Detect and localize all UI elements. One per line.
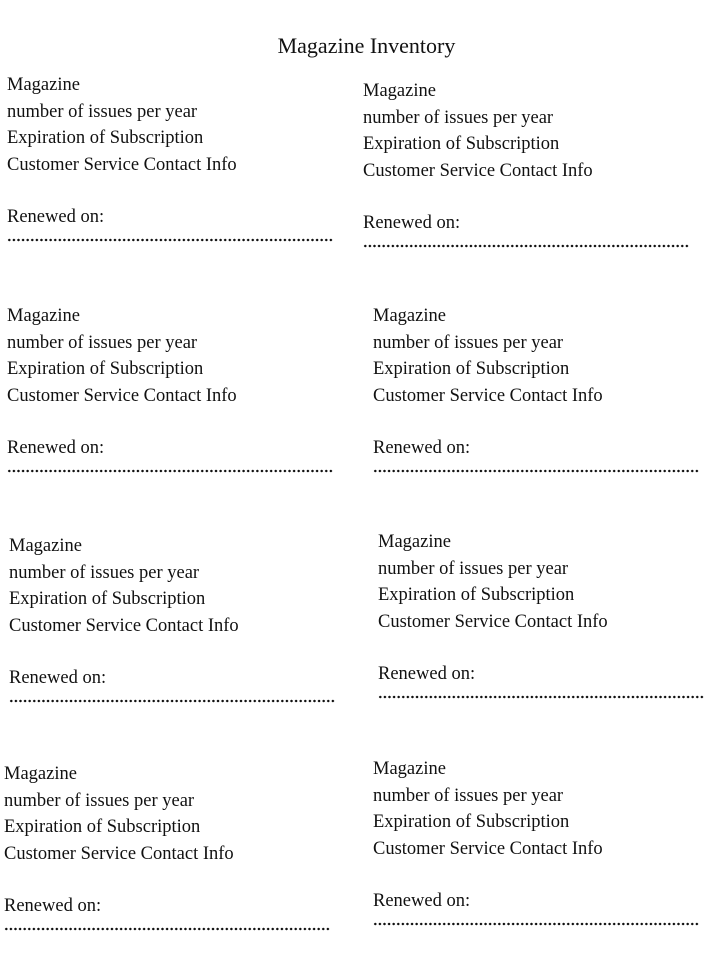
contact-label: Customer Service Contact Info <box>7 154 237 175</box>
renewed-fill-line[interactable] <box>378 694 704 700</box>
renewed-fill-line[interactable] <box>373 921 699 927</box>
renewed-label: Renewed on: <box>7 207 105 227</box>
renewed-label: Renewed on: <box>373 438 471 458</box>
contact-label: Customer Service Contact Info <box>373 385 603 406</box>
expiration-label: Expiration of Subscription <box>363 134 560 154</box>
magazine-label: Magazine <box>378 532 451 552</box>
issues-label: number of issues per year <box>9 562 200 583</box>
magazine-card <box>4 761 330 932</box>
renewed-label: Renewed on: <box>373 891 471 911</box>
renewed-label: Renewed on: <box>4 896 102 916</box>
magazine-label: Magazine <box>373 306 446 326</box>
renewed-label: Renewed on: <box>363 213 461 233</box>
renewed-fill-line[interactable] <box>373 468 699 474</box>
magazine-card <box>7 303 333 474</box>
magazine-card <box>363 78 689 249</box>
contact-label: Customer Service Contact Info <box>363 160 593 181</box>
issues-label: number of issues per year <box>4 790 195 811</box>
magazine-card <box>373 303 699 474</box>
renewed-label: Renewed on: <box>7 438 105 458</box>
renewed-label: Renewed on: <box>9 668 107 688</box>
expiration-label: Expiration of Subscription <box>4 817 201 837</box>
magazine-card <box>373 756 699 927</box>
renewed-fill-line[interactable] <box>363 243 689 249</box>
issues-label: number of issues per year <box>7 101 198 122</box>
magazine-label: Magazine <box>373 759 446 779</box>
magazine-label: Magazine <box>4 764 77 784</box>
contact-label: Customer Service Contact Info <box>4 843 234 864</box>
page-title: Magazine Inventory <box>277 33 456 58</box>
issues-label: number of issues per year <box>7 332 198 353</box>
issues-label: number of issues per year <box>373 785 564 806</box>
renewed-fill-line[interactable] <box>9 698 335 704</box>
contact-label: Customer Service Contact Info <box>373 838 603 859</box>
expiration-label: Expiration of Subscription <box>373 812 570 832</box>
contact-label: Customer Service Contact Info <box>9 615 239 636</box>
issues-label: number of issues per year <box>373 332 564 353</box>
expiration-label: Expiration of Subscription <box>7 128 204 148</box>
issues-label: number of issues per year <box>378 558 569 579</box>
renewed-fill-line[interactable] <box>4 926 330 932</box>
expiration-label: Expiration of Subscription <box>7 359 204 379</box>
magazine-card <box>9 533 335 704</box>
magazine-card <box>7 72 333 243</box>
magazine-label: Magazine <box>7 306 80 326</box>
expiration-label: Expiration of Subscription <box>9 589 206 609</box>
magazine-label: Magazine <box>363 81 436 101</box>
magazine-label: Magazine <box>7 75 80 95</box>
magazine-card <box>378 529 704 700</box>
renewed-fill-line[interactable] <box>7 468 333 474</box>
expiration-label: Expiration of Subscription <box>373 359 570 379</box>
renewed-fill-line[interactable] <box>7 237 333 243</box>
magazine-label: Magazine <box>9 536 82 556</box>
contact-label: Customer Service Contact Info <box>378 611 608 632</box>
renewed-label: Renewed on: <box>378 664 476 684</box>
expiration-label: Expiration of Subscription <box>378 585 575 605</box>
contact-label: Customer Service Contact Info <box>7 385 237 406</box>
issues-label: number of issues per year <box>363 107 554 128</box>
